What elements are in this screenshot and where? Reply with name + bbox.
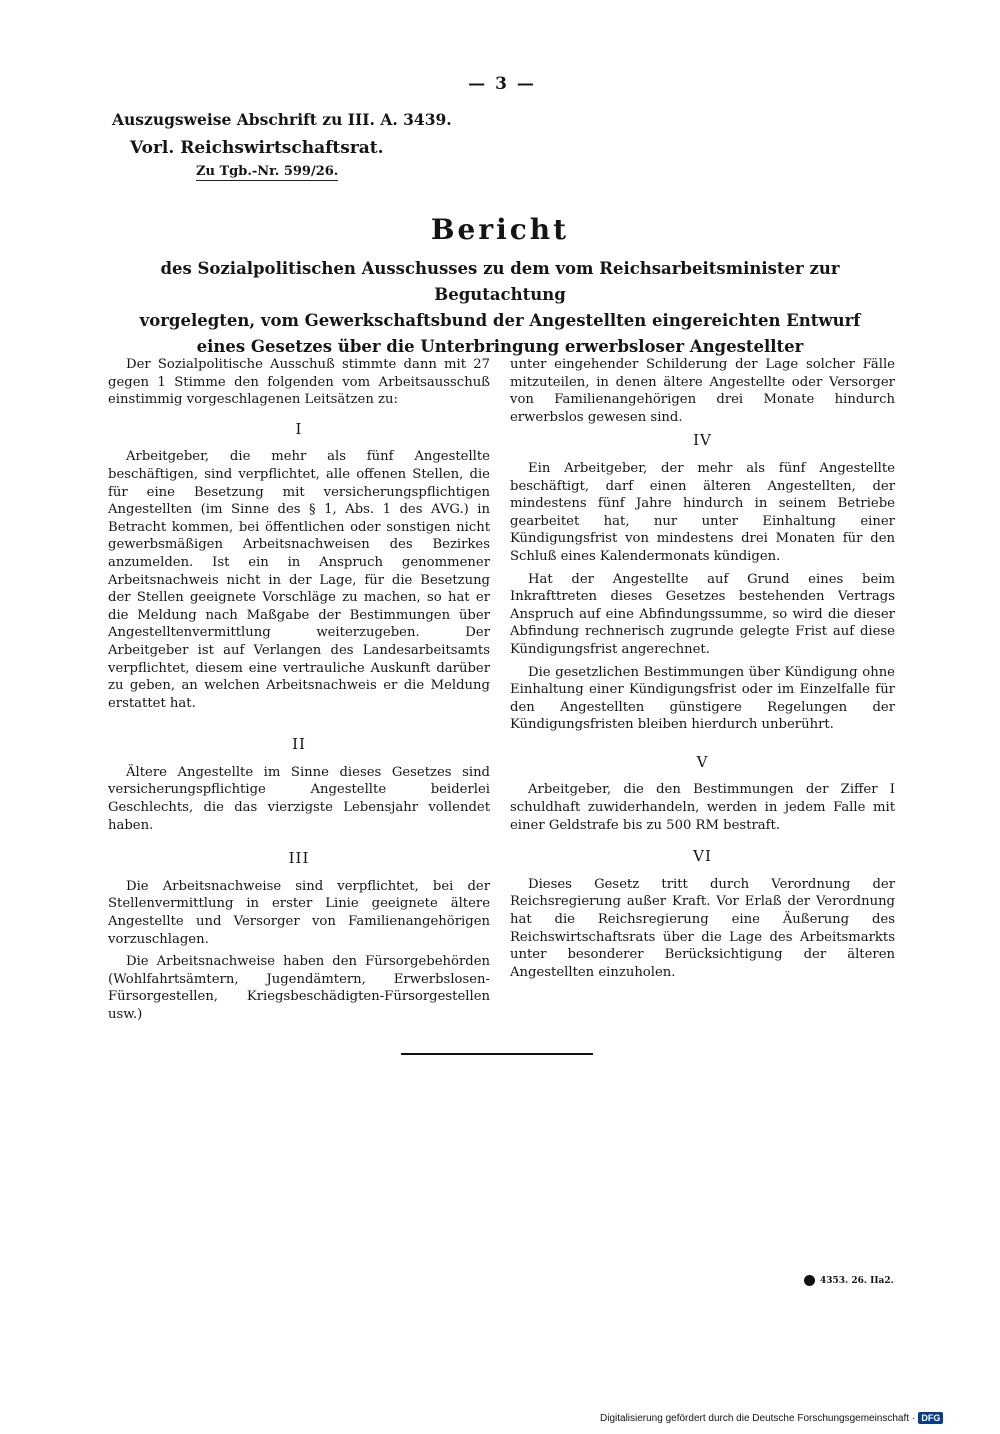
section-heading-i: I xyxy=(295,419,303,438)
section-ii-paragraph: Ältere Angestellte im Sinne dieses Gesetzes sind versicherungspflichtige Angestellte beiderlei Geschlechts, die das vierzigste Lebensjahr vollendet haben. xyxy=(108,764,490,833)
section-iv-paragraph-2: Hat der Angestellte auf Grund eines beim Inkrafttreten dieses Gesetzes bestehenden Vertrags Anspruch auf eine Abfindungssumme, so wird die dieser Abfindung rechnerisch zugrunde gelegte Frist auf diese Kündigungsfrist angerechnet. xyxy=(510,571,895,657)
print-mark xyxy=(804,1275,894,1286)
intro-paragraph: Der Sozialpolitische Ausschuß stimmte dann mit 27 gegen 1 Stimme den folgenden vom Arbeitsausschuß einstimmig vorgeschlagenen Leitsätzen zu: xyxy=(108,357,490,408)
section-iii-paragraph-2: Die Arbeitsnachweise haben den Fürsorgebehörden (Wohlfahrtsämtern, Jugendämtern, Erwerbslosen-Fürsorgestellen, Kriegsbeschädigten-Fürsorgestellen usw.) xyxy=(108,954,490,1022)
section-iv-paragraph-1: Ein Arbeitgeber, der mehr als fünf Angestellte beschäftigt, darf einen älteren Angestellten, der mindestens fünf Jahre hindurch in seinem Betriebe gearbeitet hat, nur unter Einhaltung einer Kündigungsfrist von mindestens drei Monaten für den Schluß eines Kalendermonats kündigen. xyxy=(510,460,895,564)
page-number: — 3 — xyxy=(468,74,536,94)
subtitle-line-2: vorgelegten, vom Gewerkschaftsbund der Angestellten eingereichten Entwurf xyxy=(139,311,861,330)
section-heading-iii: III xyxy=(288,849,310,868)
header-journal-number: Zu Tgb.-Nr. 599/26. xyxy=(196,164,339,179)
section-heading-iv: IV xyxy=(693,431,712,450)
dfg-logo-icon: DFG xyxy=(918,1412,943,1424)
section-vi-paragraph: Dieses Gesetz tritt durch Verordnung der Reichsregierung außer Kraft. Vor Erlaß der Verordnung hat die Reichsregierung eine Äußerung des Reichswirtschaftsrats über die Lage des Arbeitsmarkts unter besonderer Berücksichtigung der älteren Angestellten einzuholen. xyxy=(510,876,895,980)
section-iii-paragraph-1: Die Arbeitsnachweise sind verpflichtet, bei der Stellenvermittlung in erster Linie geeignete ältere Angestellte und Versorger von Familienangehörigen vorzuschlagen. xyxy=(108,878,490,947)
printer-mark-icon xyxy=(804,1275,815,1286)
footer-separator: · xyxy=(912,1412,916,1424)
right-column xyxy=(510,356,895,986)
footer-text: Digitalisierung gefördert durch die Deutsche Forschungsgemeinschaft xyxy=(600,1412,910,1424)
section-heading-ii: II xyxy=(292,735,306,754)
closing-rule xyxy=(401,1053,593,1055)
document-title: Bericht xyxy=(430,213,570,246)
section-i-paragraph: Arbeitgeber, die mehr als fünf Angestellte beschäftigen, sind verpflichtet, alle offenen Stellen, die für eine Besetzung mit versicherungspflichtigen Angestellten (im Sinne des § 1, Abs. 1 des AVG.) in Betracht kommen, bei öffentlichen oder sonstigen nicht gewerbsmäßigen Arbeitsnachweisen des Bezirkes anzumelden. Ist ein in Anspruch genommener Arbeitsnachweis nicht in der Lage, für die Besetzung der Stellen geeignete Vorschläge zu machen, so hat er die Meldung nach Maßgabe der Bestimmungen über Angestelltenvermittlung weiterzugeben. Der Arbeitgeber ist auf Verlangen des Landesarbeitsamts verpflichtet, diesem eine vertrauliche Auskunft darüber zu geben, an welchen Arbeitsnachweis er die Meldung erstattet hat. xyxy=(108,449,490,711)
section-heading-v: V xyxy=(696,752,709,771)
section-v-paragraph: Arbeitgeber, die den Bestimmungen der Ziffer I schuldhaft zuwiderhandeln, werden in jedem Falle mit einer Geldstrafe bis zu 500 RM bestraft. xyxy=(510,782,895,833)
digitization-footer xyxy=(600,1412,943,1424)
print-mark-text: 4353. 26. IIa2. xyxy=(820,1275,894,1286)
section-heading-vi: VI xyxy=(693,847,712,866)
document-subtitle xyxy=(100,256,900,360)
section-iii-paragraph-2-continued: unter eingehender Schilderung der Lage solcher Fälle mitzuteilen, in denen ältere Angestellte oder Versorger von Familienangehörigen drei Monate hindurch erwerbslos gewesen sind. xyxy=(510,357,895,425)
section-iv-paragraph-3: Die gesetzlichen Bestimmungen über Kündigung ohne Einhaltung einer Kündigungsfrist oder im Einzelfalle für den Angestellten günstigere Regelungen der Kündigungsfristen bleiben hierdurch unberührt. xyxy=(510,664,895,733)
left-column xyxy=(108,356,490,1029)
subtitle-line-3: eines Gesetzes über die Unterbringung erwerbsloser Angestellter xyxy=(196,337,804,356)
header-institution: Vorl. Reichswirtschaftsrat. xyxy=(130,138,384,158)
subtitle-line-1: des Sozialpolitischen Ausschusses zu dem vom Reichsarbeitsminister zur Begutachtung xyxy=(160,259,840,304)
header-excerpt-reference: Auszugsweise Abschrift zu III. A. 3439. xyxy=(112,110,452,129)
